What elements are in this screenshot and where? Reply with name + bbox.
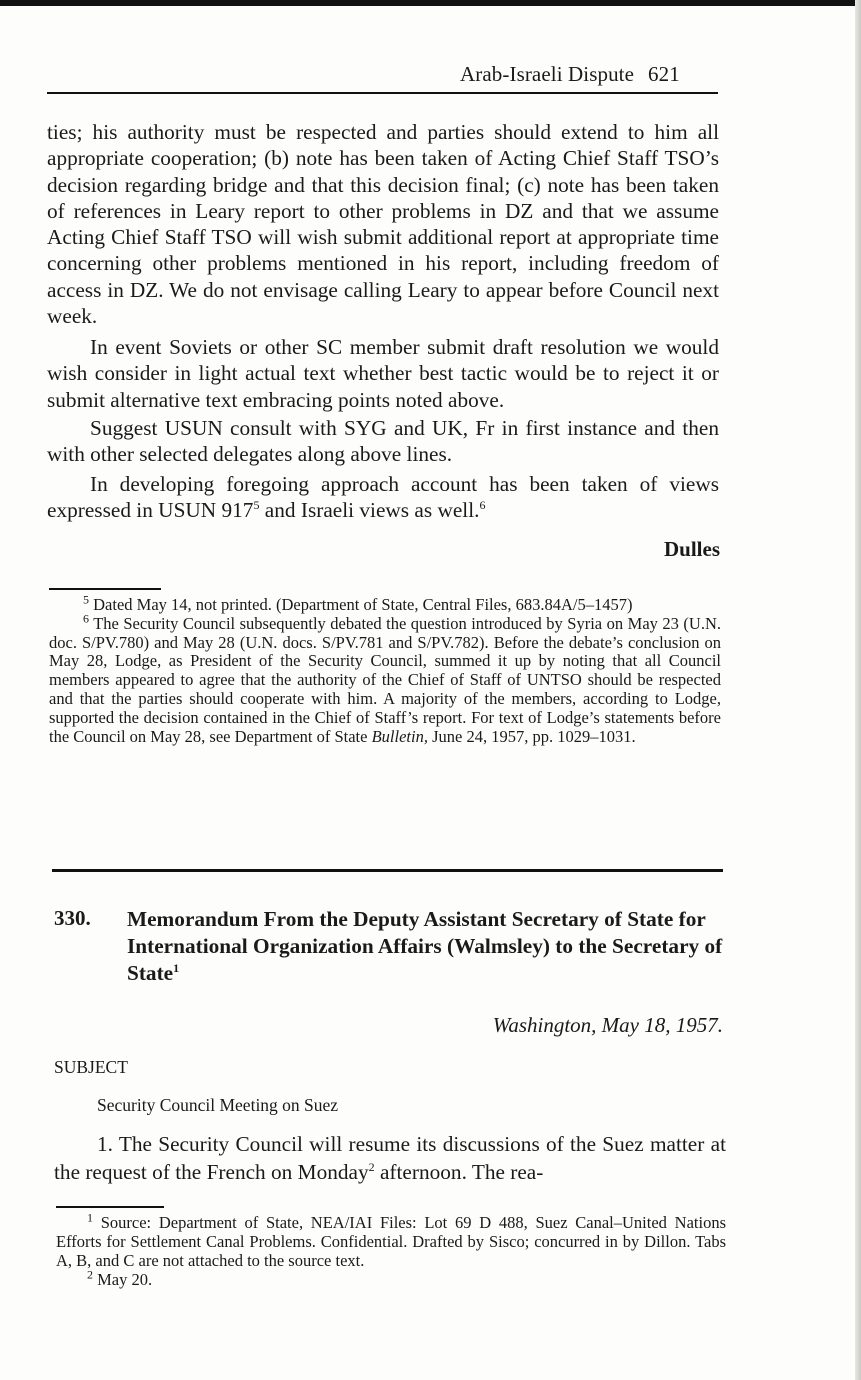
body-paragraph-1 xyxy=(47,119,719,329)
footnote-2 xyxy=(56,1267,726,1289)
footnote-ref-1: 1 xyxy=(173,960,180,975)
paragraph-text: In event Soviets or other SC member submit draft resolution we would wish consider in light actual text whether best tactic would be to reject it or submit alternative text embracing points noted above. xyxy=(47,335,719,412)
footnote-text: May 20. xyxy=(93,1270,153,1289)
body-paragraph-3 xyxy=(47,413,719,468)
subject-label: SUBJECT xyxy=(54,1057,128,1077)
footnotes xyxy=(49,592,721,746)
paragraph-text: Suggest USUN consult with SYG and UK, Fr in first instance and then with other selected delegates along above lines. xyxy=(47,416,719,467)
paragraph-text-part: 1. The Security Council will resume its discussions of the Suez matter at the request of the French on Monday xyxy=(54,1132,726,1184)
paragraph-text xyxy=(54,1130,726,1186)
footnote-ref-2: 2 xyxy=(368,1159,375,1174)
footnote-1 xyxy=(56,1210,726,1270)
body-paragraph-2 xyxy=(47,332,719,413)
running-head xyxy=(460,62,680,87)
footnote-rule xyxy=(56,1206,164,1208)
subject-text: Security Council Meeting on Suez xyxy=(97,1095,339,1115)
section-rule xyxy=(52,869,723,872)
footnote-5 xyxy=(49,592,721,615)
header-rule xyxy=(47,92,718,94)
memo-paragraph-1 xyxy=(54,1130,726,1186)
footnote-text: June 24, 1957, pp. 1029–1031. xyxy=(427,726,636,746)
paragraph-text: ties; his authority must be respected and parties should extend to him all appropriate cooperation; (b) note has been taken of Acting Chief Staff TSO’s decision regarding bridge and that this decision final; (c) note has been taken of references in Leary report to other problems in DZ and that we assume Acting Chief Staff TSO will wish submit additional report at appropriate time concerning other problems mentioned in his report, including freedom of access in DZ. We do not envisage calling Leary to appear before Council next week. xyxy=(47,120,719,329)
footnote-marker: 5 xyxy=(83,592,89,607)
footnote-italic: Bulletin, xyxy=(371,726,428,746)
footnote-marker: 1 xyxy=(87,1210,93,1225)
paragraph-text-part: In developing foregoing approach account has been taken of views expressed in USUN 917 xyxy=(47,472,719,523)
document-title xyxy=(127,906,727,987)
footnote-6 xyxy=(49,611,721,747)
footnote-text: The Security Council subsequently debated the question introduced by Syria on May 23 (U.N. doc. S/PV.780) and May 28 (U.N. docs. S/PV.781 and S/PV.782). Before the debate’s conclusion on May 28, Lodge, as President of the Security Council, summed it up by noting that all Council members appeared to agree that the authority of the Chief of Staff of UNTSO should be respected and that the parties should cooperate with him. A majority of the members, according to Lodge, supported the decision contained in the Chief of Staff’s report. For text of Lodge’s statements before the Council on May 28, see Department of State xyxy=(49,613,721,746)
paragraph-text-part: afternoon. The rea- xyxy=(374,1160,544,1184)
footnote-text: Source: Department of State, NEA/IAI Files: Lot 69 D 488, Suez Canal–United Nations Efforts for Settlement Canal Problems. Confidential. Drafted by Sisco; concurred in by Dillon. Tabs A, B, and C are not attached to the source text. xyxy=(56,1213,726,1270)
footnote-ref-5: 5 xyxy=(253,498,260,513)
document-title-text: Memorandum From the Deputy Assistant Secretary of State for International Organization Affairs (Walmsley) to the Secretary of State xyxy=(127,907,723,985)
paragraph-text-part: and Israeli views as well. xyxy=(259,498,480,523)
running-head-title: Arab-Israeli Dispute xyxy=(460,62,635,86)
footnote-text: Dated May 14, not printed. (Department of State, Central Files, 683.84A/5–1457) xyxy=(89,595,633,614)
page-right-edge xyxy=(855,0,861,1380)
footnote-marker: 6 xyxy=(83,611,89,626)
body-paragraph-4 xyxy=(47,469,719,524)
document-footnotes xyxy=(56,1210,726,1289)
document-number: 330. xyxy=(54,906,91,930)
dateline: Washington, May 18, 1957. xyxy=(492,1013,723,1037)
footnote-rule xyxy=(49,588,161,590)
page-top-edge xyxy=(0,0,861,6)
footnote-marker: 2 xyxy=(87,1267,93,1282)
footnote-ref-6: 6 xyxy=(479,498,486,513)
signature: Dulles xyxy=(663,537,720,561)
page-number: 621 xyxy=(648,62,680,86)
paragraph-text xyxy=(47,471,719,524)
